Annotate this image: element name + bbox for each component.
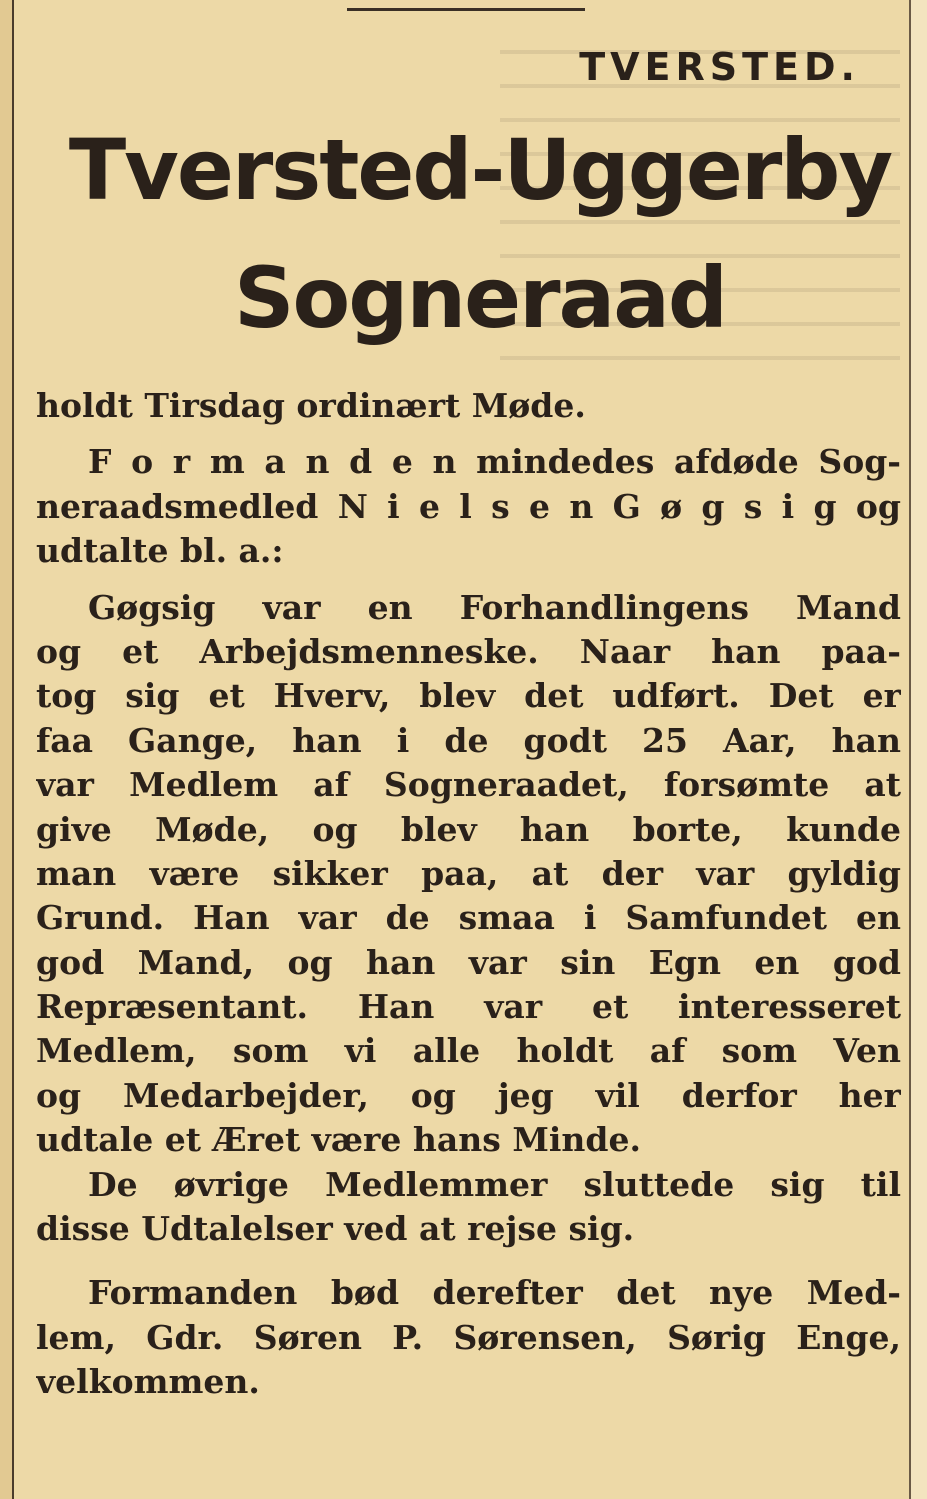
paper-right-edge <box>911 0 927 1499</box>
body-line: og et Arbejdsmenneske. Naar han paa- <box>36 631 901 671</box>
body-line: var Medlem af Sogneraadet, forsømte at <box>36 765 901 805</box>
body-line: tog sig et Hverv, blev det udført. Det er <box>36 676 901 716</box>
body-line: Gøgsig var en Forhandlingens Mand <box>88 587 901 627</box>
body-line: udtalte bl. a.: <box>36 531 284 571</box>
column-rule-left <box>12 0 14 1499</box>
article-body <box>36 384 901 1405</box>
body-line: lem, Gdr. Søren P. Sørensen, Sørig Enge, <box>36 1317 901 1357</box>
headline-line-1: Tversted-Uggerby <box>68 121 892 219</box>
body-line: disse Udtalelser ved at rejse sig. <box>36 1209 635 1249</box>
body-line: holdt Tirsdag ordinært Møde. <box>36 386 586 425</box>
body-line: udtale et Æret være hans Minde. <box>36 1120 641 1160</box>
body-line: velkommen. <box>36 1362 260 1402</box>
body-line: De øvrige Medlemmer sluttede sig til <box>88 1164 901 1204</box>
body-line: Formanden bød derefter det nye Med- <box>88 1273 901 1313</box>
body-line: og Medarbejder, og jeg vil derfor her <box>36 1075 901 1115</box>
body-line: god Mand, og han var sin Egn en god <box>36 942 901 982</box>
body-line: man være sikker paa, at der var gyldig <box>36 853 901 893</box>
body-line: neraadsmedled N i e l s e n G ø g s i g og <box>36 486 901 526</box>
headline-line-2: Sogneraad <box>233 249 727 347</box>
body-line: give Møde, og blev han borte, kunde <box>36 809 901 849</box>
kicker-heading: TVERSTED. <box>579 45 860 89</box>
paper-left-edge <box>0 0 12 1499</box>
top-divider-rule <box>347 8 585 11</box>
body-line: F o r m a n d e n mindedes afdøde Sog- <box>88 442 901 482</box>
body-line: Medlem, som vi alle holdt af som Ven <box>36 1031 901 1071</box>
body-line: Grund. Han var de smaa i Samfundet en <box>36 898 901 938</box>
body-line: faa Gange, han i de godt 25 Aar, han <box>36 720 901 760</box>
body-line: Repræsentant. Han var et interesseret <box>36 987 901 1027</box>
